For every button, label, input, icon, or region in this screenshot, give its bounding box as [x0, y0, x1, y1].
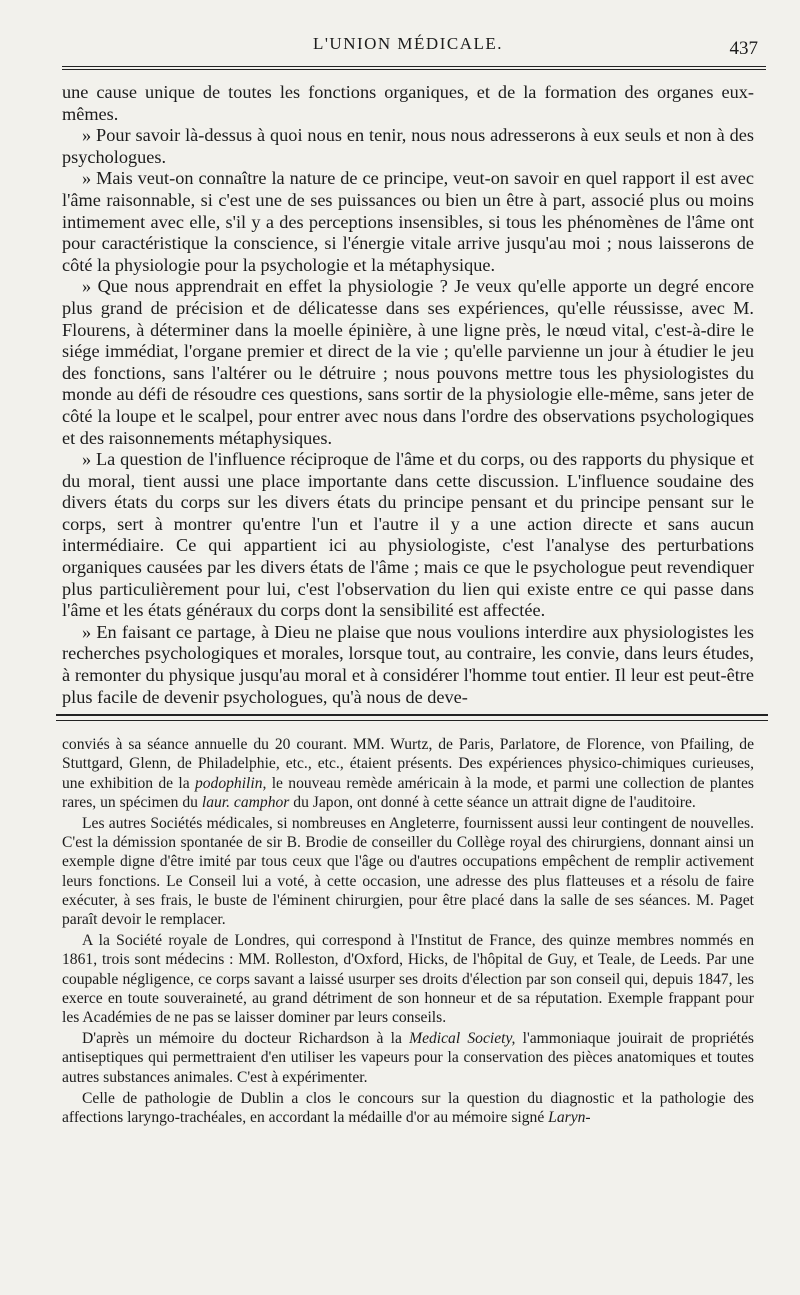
paragraph: » Mais veut-on connaître la nature de ce principe, veut-on savoir en quel rapport il est avec l'âme raisonnable, si c'est une de ses puissances ou bien un être à part, associé plus ou moins intimement avec elle, s'il y a des perceptions insensibles, si tous les phénomènes de l'âme ont pour caractéristique la conscience, si l'énergie vitale arrive jusqu'au moi ; nous laisserons de côté la physiologie pour la psychologie et la métaphysique.: [62, 168, 754, 275]
paragraph: » En faisant ce partage, à Dieu ne plaise que nous voulions interdire aux physiologistes les recherches psychologiques et morales, lorsque tout, au contraire, les convie, dans leurs études, à remonter du physique jusqu'au moral et à considérer l'homme tout entier. Il leur est peut-être plus facile de devenir psychologues, qu'à nous de deve-: [62, 621, 754, 707]
note-text: le nouveau remède américain à la mode, et parmi une collection de plantes rares, un spécimen du: [62, 774, 754, 811]
note-italic: Laryn-: [548, 1109, 591, 1127]
note-italic: Medical Society,: [409, 1030, 516, 1048]
page-number: 437: [729, 38, 758, 59]
note-paragraph: A la Société royale de Londres, qui correspond à l'Institut de France, des quinze membres nommés en 1861, trois sont médecins : MM. Rolleston, d'Oxford, Hicks, de l'hôpital de Guy, et Teale, de Leeds. Par une coupable négligence, ce corps savant a laissé usurper ses droits d'élection par son conseil qui, depuis 1847, les exerce en toute souveraineté, au grand détriment de son honneur et de sa réputation. Exemple frappant pour les Académies de ne pas se laisser dominer par leurs conseils.: [62, 932, 754, 1027]
note-text: D'après un mémoire du docteur Richardson à la: [82, 1030, 410, 1048]
section-divider: [56, 714, 768, 721]
note-italic: laur. camphor: [201, 793, 290, 811]
note-paragraph: [62, 1089, 754, 1127]
note-text: Celle de pathologie de Dublin a clos le concours sur la question du diagnostic et la pathologie des affections laryngo-trachéales, en accordant la médaille d'or au mémoire signé: [62, 1089, 754, 1127]
paragraph: » Pour savoir là-dessus à quoi nous en tenir, nous nous adresserons à eux seuls et non à des psychologues.: [62, 125, 754, 167]
note-paragraph: Les autres Sociétés médicales, si nombreuses en Angleterre, fournissent aussi leur contingent de nouvelles. C'est la démission spontanée de sir B. Brodie de conseiller du Collège royal des chirurgiens, donnant ainsi un exemple digne d'être imité par tous ceux que l'âge ou d'autres occupations empêchent de remplir activement leurs fonctions. Le Conseil lui a voté, à cette occasion, une adresse des plus flatteuses et a résolu de faire exécuter, à ses frais, le buste de l'éminent chirurgien, pour être placé dans la salle de ses séances. M. Paget paraît devoir le remplacer.: [62, 815, 754, 929]
paragraph: » Que nous apprendrait en effet la physiologie ? Je veux qu'elle apporte un degré encore plus grand de précision et de délicatesse dans ses expériences, qu'elle réussisse, avec M. Flourens, à déterminer dans la moelle épinière, à une ligne près, le nœud vital, c'est-à-dire le siége immédiat, l'organe premier et direct de la vie ; qu'elle parvienne un jour à étudier le jeu des fonctions, sans l'altérer ou le détruire ; nous pouvons mettre tous les physiologistes du monde au défi de résoudre ces questions, sans sortir de la physiologie elle-même, sans jeter de côté la loupe et le scalpel, pour entrer avec nous dans l'ordre des observations psychologiques et des raisonnements métaphysiques.: [62, 276, 754, 448]
page-header: [62, 0, 758, 62]
paragraph: » La question de l'influence réciproque de l'âme et du corps, ou des rapports du physique et du moral, tient aussi une place importante dans cette discussion. L'influence soudaine des divers états du corps sur les divers états du principe pensant et du principe pensant sur le corps, sert à montrer qu'entre l'un et l'autre il y a une action directe et sans aucun intermédiaire. Ce qui appartient ici au physiologiste, c'est l'analyse des perturbations organiques causées par les divers états de l'âme ; mais ce que le psychologue peut revendiquer plus particulièrement pour lui, c'est l'observation du lien qui existe entre ce qui passe dans l'âme et les états généraux du corps dont la sensibilité est affectée.: [62, 449, 754, 621]
note-text: l'ammoniaque jouirait de propriétés antiseptiques qui permettraient d'en utiliser les vapeurs pour la conservation des pièces anatomiques et toutes autres substances animales. C'est à expérimenter.: [62, 1030, 754, 1086]
header-rule: [62, 66, 766, 70]
note-text: du Japon, ont donné à cette séance un attrait digne de l'auditoire.: [289, 793, 696, 811]
main-text: [62, 82, 754, 708]
note-paragraph: [62, 1029, 754, 1087]
paragraph: une cause unique de toutes les fonctions organiques, et de la formation des organes eux-mêmes.: [62, 82, 754, 124]
note-italic: podophilin,: [194, 774, 267, 792]
note-paragraph: [62, 735, 754, 812]
note-text: conviés à sa séance annuelle du 20 courant. MM. Wurtz, de Paris, Parlatore, de Florence, von Pfailing, de Stuttgard, Glenn, de Philadelphie, etc., etc., étaient présents. Des expériences physico-chimiques curieuses, une exhibition de la: [62, 736, 754, 792]
running-title: L'UNION MÉDICALE.: [312, 34, 504, 53]
feuilleton-notes: [62, 735, 754, 1127]
